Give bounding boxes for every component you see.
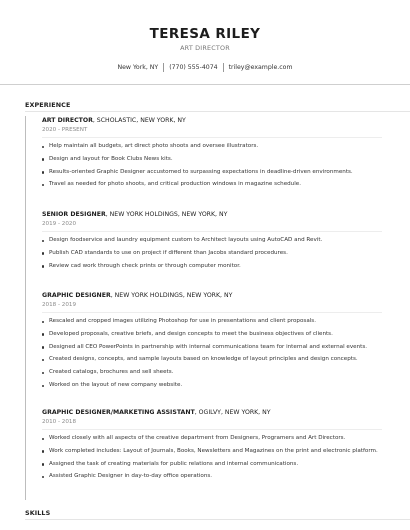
job-heading — [42, 292, 382, 299]
experience-timeline-bar — [25, 116, 26, 500]
job-company: , NEW YORK HOLDINGS, NEW YORK, NY — [110, 292, 233, 299]
job-bullet: Worked on the layout of new company website. — [42, 382, 382, 389]
job-bullet: Review cad work through check prints or through computer monitor. — [42, 263, 382, 270]
contact-email: triley@example.com — [228, 64, 293, 71]
job-bullet: Travel as needed for photo shoots, and critical production windows in magazine schedule. — [42, 181, 382, 188]
section-heading-experience: EXPERIENCE — [25, 101, 71, 109]
job-bullet: Assisted Graphic Designer in day-to-day office operations. — [42, 473, 382, 480]
job-bullets — [42, 143, 382, 189]
job-bullets — [42, 318, 382, 389]
job-divider — [42, 312, 382, 313]
job-bullet: Results-oriented Graphic Designer accustomed to surpassing expectations in deadline-driven environments. — [42, 169, 382, 176]
job-dates: 2019 - 2020 — [42, 221, 77, 227]
job-heading — [42, 117, 382, 124]
job-heading — [42, 409, 382, 416]
section-divider — [25, 519, 410, 520]
job-divider — [42, 137, 382, 138]
contact-divider — [223, 63, 224, 72]
job-bullet: Developed proposals, creative briefs, and design concepts to meet the business objectives of clients. — [42, 331, 382, 338]
job-dates: 2018 - 2019 — [42, 302, 77, 308]
job-bullet: Work completed includes: Layout of Journals, Books, Newsletters and Magazines on the print and electronic platform. — [42, 448, 382, 455]
job-divider — [42, 429, 382, 430]
candidate-title: ART DIRECTOR — [180, 44, 230, 52]
job-role: SENIOR DESIGNER — [42, 211, 106, 218]
job-bullet: Created catalogs, brochures and sell sheets. — [42, 369, 382, 376]
job-heading — [42, 211, 382, 218]
job-entry — [42, 211, 382, 275]
resume-header — [0, 0, 410, 86]
job-bullet: Worked closely with all aspects of the creative department from Designers, Programers and Art Directors. — [42, 435, 382, 442]
job-bullet: Publish CAD standards to use on project if different than Jacobs standard procedures. — [42, 250, 382, 257]
job-entry — [42, 292, 382, 395]
job-company: , SCHOLASTIC, NEW YORK, NY — [92, 117, 186, 124]
job-company: , NEW YORK HOLDINGS, NEW YORK, NY — [105, 211, 228, 218]
section-divider — [25, 111, 410, 112]
job-bullet: Rescaled and cropped images utilizing Photoshop for use in presentations and client proposals. — [42, 318, 382, 325]
contact-location: New York, NY — [117, 64, 159, 71]
job-role: GRAPHIC DESIGNER/MARKETING ASSISTANT — [42, 409, 195, 416]
contact-line — [0, 63, 410, 72]
job-divider — [42, 231, 382, 232]
job-role: ART DIRECTOR — [42, 117, 93, 124]
job-bullet: Created designs, concepts, and sample layouts based on knowledge of layout principles and design concepts. — [42, 356, 382, 363]
job-bullets — [42, 237, 382, 270]
candidate-name: TERESA RILEY — [149, 26, 261, 42]
contact-phone: (770) 555-4074 — [169, 64, 218, 71]
job-bullets — [42, 435, 382, 481]
contact-divider — [163, 63, 164, 72]
job-dates: 2010 - 2018 — [42, 419, 77, 425]
job-dates: 2020 - PRESENT — [42, 127, 88, 133]
job-bullet: Designed all CEO PowerPoints in partnership with internal communications team for internal and external events. — [42, 344, 382, 351]
job-company: , OGILVY, NEW YORK, NY — [194, 409, 271, 416]
job-entry — [42, 409, 382, 486]
job-bullet: Design and layout for Book Clubs News kits. — [42, 156, 382, 163]
header-rule — [0, 84, 410, 85]
job-entry — [42, 117, 382, 194]
job-role: GRAPHIC DESIGNER — [42, 292, 111, 299]
section-heading-skills: SKILLS — [25, 509, 51, 517]
job-bullet: Help maintain all budgets, art direct photo shoots and oversee illustrators. — [42, 143, 382, 150]
job-bullet: Assigned the task of creating materials for public relations and internal communications. — [42, 461, 382, 468]
job-bullet: Design foodservice and laundry equipment custom to Architect layouts using AutoCAD and Revit. — [42, 237, 382, 244]
